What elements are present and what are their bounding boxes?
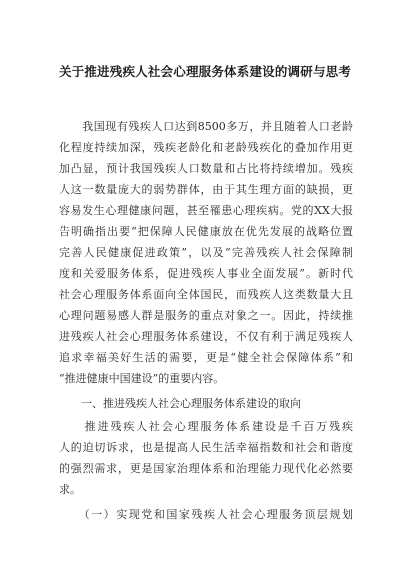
paragraph-line: “推进健康中国建设”的重要内容。 — [59, 372, 225, 385]
document-title: 关于推进残疾人社会心理服务体系建设的调研与思考 — [58, 64, 352, 79]
paragraph-line: 求。 — [59, 483, 81, 496]
paragraph-line: 告明确指出要“把保障人民健康放在优先发展的战略位置 — [59, 225, 353, 238]
paragraph-line: 度和关爱服务体系，促进残疾人事业全面发展”。新时代 — [59, 267, 353, 280]
paragraph-line: 化程度持续加深，残疾老龄化和老龄残疾化的叠加作用更 — [59, 141, 353, 154]
paragraph-line: 进残疾人社会心理服务体系建设，不仅有利于满足残疾人 — [59, 330, 353, 343]
paragraph-line: 的强烈需求，更是国家治理体系和治理能力现代化必然要 — [59, 462, 353, 475]
paragraph-line: 追求幸福美好生活的需要，更是“健全社会保障体系”和 — [59, 351, 353, 364]
paragraph-line: 社会心理服务体系面向全体国民，而残疾人这类数量大且 — [59, 288, 353, 301]
section-heading: 一、推进残疾人社会心理服务体系建设的取向 — [59, 397, 301, 410]
paragraph-line: 加凸显，预计我国残疾人口数量和占比将持续增加。残疾 — [59, 162, 353, 175]
paragraph-line: 心理问题易感人群是服务的重点对象之一。因此，持续推 — [59, 309, 353, 322]
paragraph-line: 人的迫切诉求，也是提高人民生活幸福指数和社会和谐度 — [59, 441, 353, 454]
paragraph-line: 完善人民健康促进政策”，以及“完善残疾人社会保障制 — [59, 246, 353, 259]
paragraph-line: 容易发生心理健康问题，甚至罹患心理疾病。党的XX大报 — [59, 204, 353, 217]
subsection-heading: （一）实现党和国家残疾人社会心理服务顶层规划 — [59, 508, 353, 521]
paragraph-line: 人这一数量庞大的弱势群体，由于其生理方面的缺损，更 — [59, 183, 353, 196]
paragraph-line: 我国现有残疾人口达到8500多万，并且随着人口老龄 — [59, 120, 353, 133]
paragraph-line: 推进残疾人社会心理服务体系建设是千百万残疾 — [59, 420, 353, 433]
